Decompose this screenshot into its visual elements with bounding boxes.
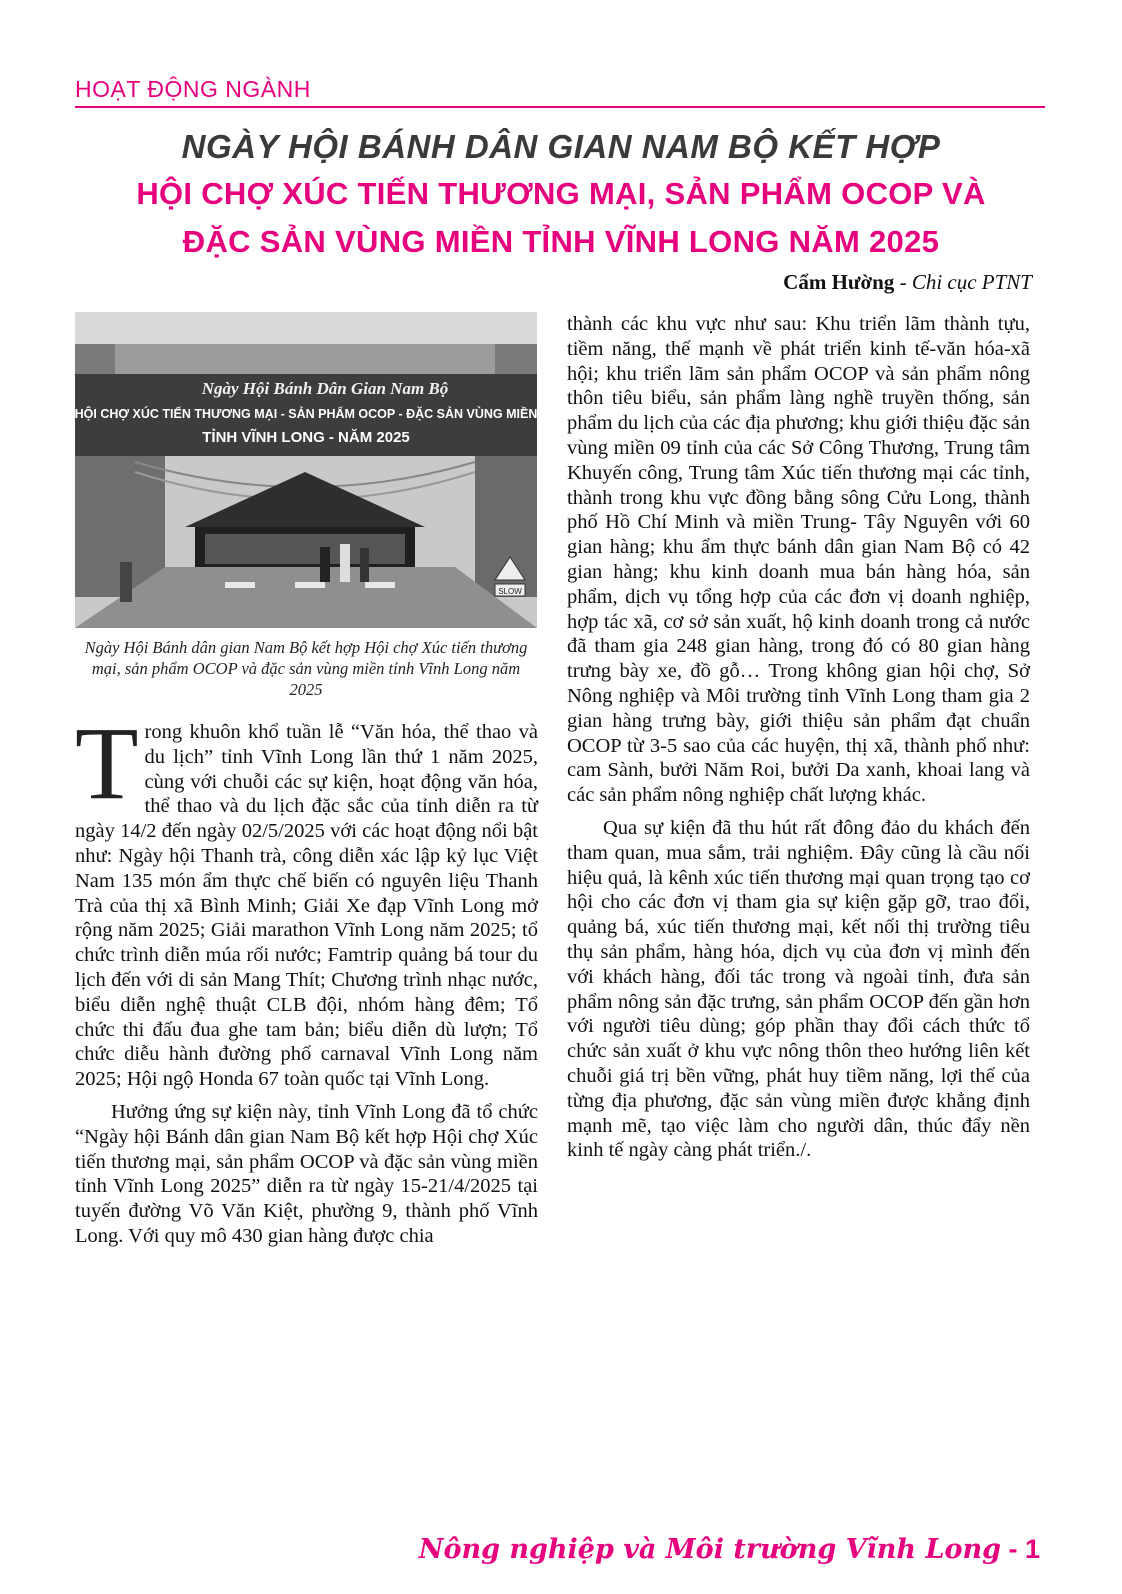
paragraph-1-text: rong khuôn khổ tuần lễ “Văn hóa, thể thao và du lịch” tỉnh Vĩnh Long lần thứ 1 năm 2025, cùng với chuỗi các sự kiện, hoạt động văn hóa, thể thao và du lịch đặc sắc của tỉnh diễn ra từ ngày 14/2 đến ngày 02/5/2025 với các hoạt động nổi bật như: Ngày hội Thanh trà, công diễn xác lập kỷ lục Việt Nam 135 món ẩm thực chế biến có nguyên liệu Thanh Trà của thị xã Bình Minh; Giải Xe đạp Vĩnh Long mở rộng năm 2025; Giải marathon Vĩnh Long năm 2025; tổ chức trình diễn múa rối nước; Famtrip quảng bá tour du lịch đến với di sản Mang Thít; Chương trình nhạc nước, biểu diễn nghệ thuật CLB đội, nhóm hàng đêm; Tổ chức thi đấu đua ghe tam bản; biểu diễn dù lượn; Tổ chức diễu hành đường phố carnaval Vĩnh Long năm 2025; Hội ngộ Honda 67 toàn quốc tại Vĩnh Long. (75, 721, 538, 1091)
drop-cap: T (75, 706, 139, 821)
photo-road-sign: SLOW (498, 587, 522, 596)
article-title-line2: HỘI CHỢ XÚC TIẾN THƯƠNG MẠI, SẢN PHẨM OCOP VÀ (136, 176, 986, 211)
section-divider (75, 106, 1045, 108)
page-number: 1 (1024, 1534, 1040, 1564)
photo-caption: Ngày Hội Bánh dân gian Nam Bộ kết hợp Hội chợ Xúc tiến thương mại, sản phẩm OCOP và đặc sản vùng miền tỉnh Vĩnh Long năm 2025 (84, 638, 528, 699)
article-photo (75, 312, 537, 628)
paragraph-4: Qua sự kiện đã thu hút rất đông đảo du khách đến tham quan, mua sắm, trải nghiệm. Đây cũng là cầu nối hiệu quả, là kênh xúc tiến thương mại quan trọng tạo cơ hội cho các đơn vị tham gia sự kiện gặp gỡ, trao đổi, quảng bá, xúc tiến thương mại, kết nối thị trường tiêu thụ sản phẩm, hàng hóa, dịch vụ của đơn vị mình đến với khách hàng, đối tác trong và ngoài tỉnh, đưa sản phẩm nông sản đặc trưng, sản phẩm OCOP đến gần hơn với người tiêu dùng; góp phần thay đổi cách thức tổ chức sản xuất ở khu vực nông thôn theo hướng liên kết chuỗi giá trị bền vững, phát huy tiềm năng, lợi thế của từng địa phương, đặc sản vùng miền được khẳng định mạnh mẽ, tạo việc làm cho người dân, thúc đẩy nền kinh tế ngày càng phát triển./. (567, 816, 1030, 1162)
journal-name: Nông nghiệp và Môi trường Vĩnh Long (418, 1534, 1001, 1565)
article-column-left (75, 706, 538, 1249)
paragraph-2: Hưởng ứng sự kiện này, tỉnh Vĩnh Long đã tổ chức “Ngày hội Bánh dân gian Nam Bộ kết hợp Hội chợ Xúc tiến thương mại, sản phẩm OCOP và đặc sản vùng miền tỉnh Vĩnh Long 2025” diễn ra từ ngày 15-21/4/2025 tại tuyến đường Võ Văn Kiệt, phường 9, thành phố Vĩnh Long. Với quy mô 430 gian hàng được chia (75, 1100, 538, 1247)
byline (783, 270, 1032, 295)
paragraph-intro (75, 706, 538, 1092)
author-name: Cẩm Hường (783, 270, 895, 294)
footer-separator: - (1000, 1534, 1025, 1564)
byline-separator: - (894, 270, 912, 294)
section-label: HOẠT ĐỘNG NGÀNH (75, 76, 311, 102)
paragraph-3: thành các khu vực như sau: Khu triển lãm thành tựu, tiềm năng, thế mạnh về phát triển kinh tế-văn hóa-xã hội; khu triển lãm sản phẩm OCOP và sản phẩm nông thôn tiêu biểu, sản phẩm làng nghề truyền thống, sản phẩm du lịch của các địa phương; khu giới thiệu đặc sản vùng miền 09 tỉnh của các Sở Công Thương, Trung tâm Khuyến công, Trung tâm Xúc tiến thương mại các tỉnh, thành trong khu vực đồng bằng sông Cửu Long, thành phố Hồ Chí Minh và miền Trung- Tây Nguyên với 60 gian hàng; khu ẩm thực bánh dân gian Nam Bộ có 42 gian hàng; khu kinh doanh mua bán hàng hóa, sản phẩm, dịch vụ tổng hợp của các đơn vị doanh nghiệp, hợp tác xã, cơ sở sản xuất, hộ kinh doanh trong cả nước đã tham gia 248 gian hàng, trong đó có 80 gian hàng trưng bày xe, đồ gỗ… Trong không gian hội chợ, Sở Nông nghiệp và Môi trường tỉnh Vĩnh Long tham gia 2 gian hàng trưng bày, giới thiệu sản phẩm đạt chuẩn OCOP từ 3-5 sao của các huyện, thị xã, thành phố như: cam Sành, bưởi Năm Roi, bưởi Da xanh, khoai lang và các sản phẩm nông nghiệp chất lượng khác. (567, 313, 1030, 807)
photo-banner-top: Ngày Hội Bánh Dân Gian Nam Bộ (201, 379, 449, 398)
photo-banner-bottom: TỈNH VĨNH LONG - NĂM 2025 (202, 429, 410, 446)
article-column-right (567, 312, 1030, 1163)
article-title-line1: NGÀY HỘI BÁNH DÂN GIAN NAM BỘ KẾT HỢP (181, 128, 941, 165)
photo-banner-middle: HỘI CHỢ XÚC TIẾN THƯƠNG MẠI - SẢN PHẨM OCOP - ĐẶC SẢN VÙNG MIỀN (75, 407, 537, 421)
author-organization: Chi cục PTNT (911, 270, 1032, 294)
page-footer (419, 1534, 1040, 1565)
article-title-line3: ĐẶC SẢN VÙNG MIỀN TỈNH VĨNH LONG NĂM 2025 (182, 224, 940, 259)
